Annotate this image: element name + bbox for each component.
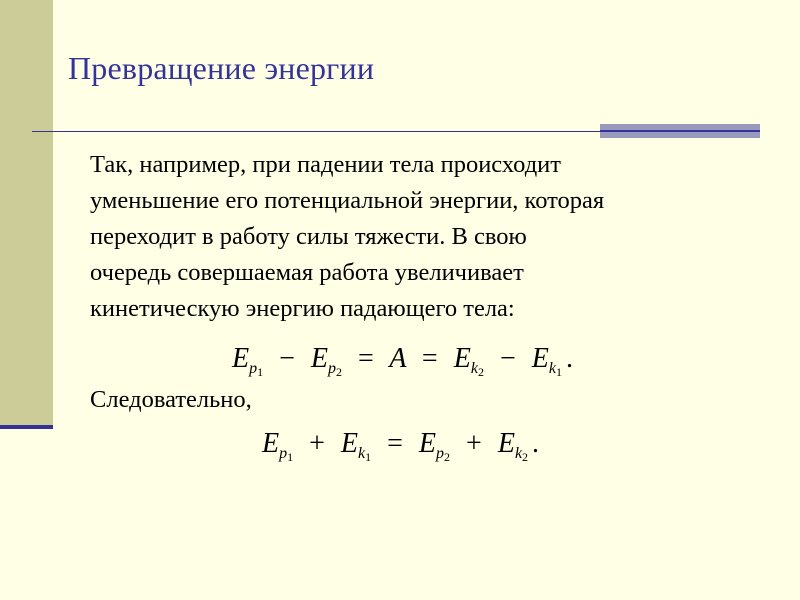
formula-term: A [389, 343, 406, 374]
formula-index: 1 [287, 450, 294, 464]
formula-subscript: k [548, 360, 556, 377]
title-divider-block-line [600, 130, 760, 132]
formula-term: E [497, 428, 515, 459]
left-band-accent-line [0, 425, 53, 429]
formula-period: . [532, 428, 540, 459]
formula-operator: = [358, 343, 374, 374]
slide-title: Превращение энергии [68, 50, 375, 86]
formula-term: E [453, 343, 471, 374]
formula-subscript: p [279, 445, 288, 462]
formula-term: E [340, 428, 359, 459]
paragraph-line: Так, например, при падении тела происходит [90, 151, 562, 178]
formula-subscript: p [249, 360, 258, 377]
formula-index: 1 [365, 450, 372, 464]
energy-balance-formula [232, 343, 573, 379]
body-paragraph [90, 147, 770, 327]
paragraph-line: кинетическую энергию падающего тела: [90, 295, 515, 322]
formula-operator: − [279, 343, 295, 374]
formula-index: 2 [477, 365, 484, 379]
formula-term: E [232, 343, 250, 374]
formula-index: 1 [257, 365, 264, 379]
formula-period: . [565, 343, 573, 374]
formula-operator: = [387, 428, 403, 459]
formula-term: E [531, 343, 549, 374]
formula-term: E [262, 428, 280, 459]
formula-subscript: k [358, 445, 366, 462]
formula-subscript: p [436, 445, 445, 462]
left-decorative-band [0, 0, 53, 425]
energy-conservation-formula [262, 428, 540, 464]
formula-index: 2 [336, 365, 343, 379]
title-divider-line [32, 131, 600, 132]
paragraph-line: очередь совершаемая работа увеличивает [90, 259, 524, 286]
formula-operator: + [466, 428, 482, 459]
paragraph-line: уменьшение его потенциальной энергии, которая [90, 187, 605, 214]
paragraph-line: переходит в работу силы тяжести. В свою [90, 223, 527, 250]
formula-index: 2 [444, 450, 451, 464]
formula-subscript: k [514, 445, 523, 462]
formula-subscript: p [328, 360, 337, 377]
formula-term: E [310, 343, 329, 374]
consequently-text: Следовательно, [90, 386, 252, 413]
formula-index: 1 [555, 365, 562, 379]
formula-term: E [418, 428, 437, 459]
formula-operator: + [309, 428, 325, 459]
formula-operator: − [499, 343, 516, 374]
formula-subscript: k [470, 360, 478, 377]
formula-operator: = [421, 343, 438, 374]
formula-index: 2 [522, 450, 529, 464]
